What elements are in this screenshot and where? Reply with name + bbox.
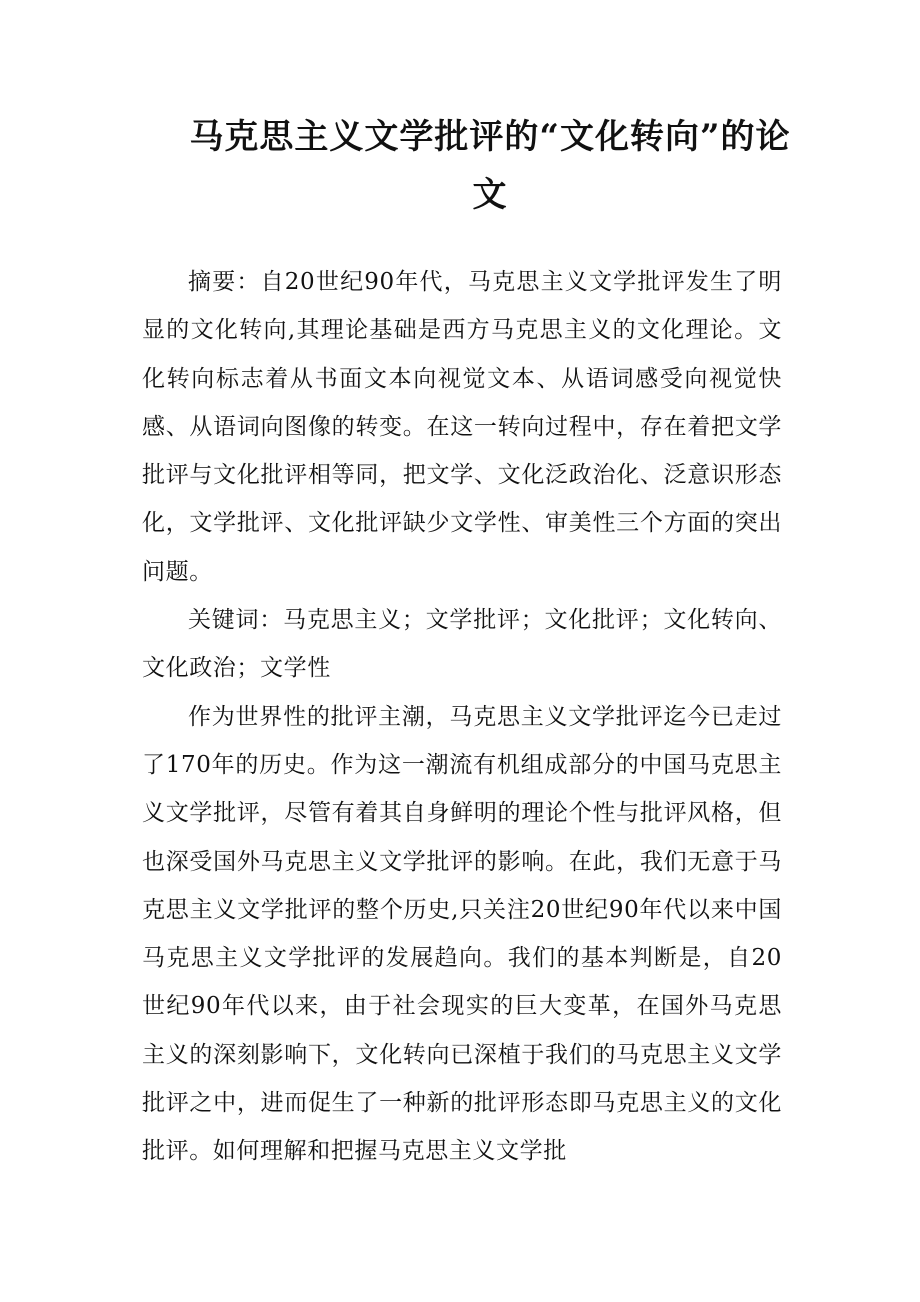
keywords-paragraph: 关键词：马克思主义；文学批评；文化批评；文化转向、文化政治；文学性 bbox=[142, 607, 782, 682]
abstract-paragraph: 摘要：自20世纪90年代，马克思主义文学批评发生了明显的文化转向,其理论基础是西方马克思主义的文化理论。文化转向标志着从书面文本向视觉文本、从语词感受向视觉快感、从语词向图像的转变。在这一转向过程中，存在着把文学批评与文化批评相等同，把文学、文化泛政治化、泛意识形态化，文学批评、文化批评缺少文学性、审美性三个方面的突出问题。 bbox=[142, 269, 782, 585]
document-title: 马克思主义文学批评的“文化转向”的论文 bbox=[189, 117, 791, 215]
body-paragraph: 作为世界性的批评主潮，马克思主义文学批评迄今已走过了170年的历史。作为这一潮流有机组成部分的中国马克思主义文学批评，尽管有着其自身鲜明的理论个性与批评风格，但也深受国外马克思主义文学批评的影响。在此，我们无意于马克思主义文学批评的整个历史,只关注20世纪90年代以来中国马克思主义文学批评的发展趋向。我们的基本判断是，自20世纪90年代以来，由于社会现实的巨大变革，在国外马克思主义的深刻影响下，文化转向已深植于我们的马克思主义文学批评之中，进而促生了一种新的批评形态即马克思主义的文化批评。如何理解和把握马克思主义文学批 bbox=[142, 703, 782, 1165]
document-body bbox=[142, 258, 782, 1176]
